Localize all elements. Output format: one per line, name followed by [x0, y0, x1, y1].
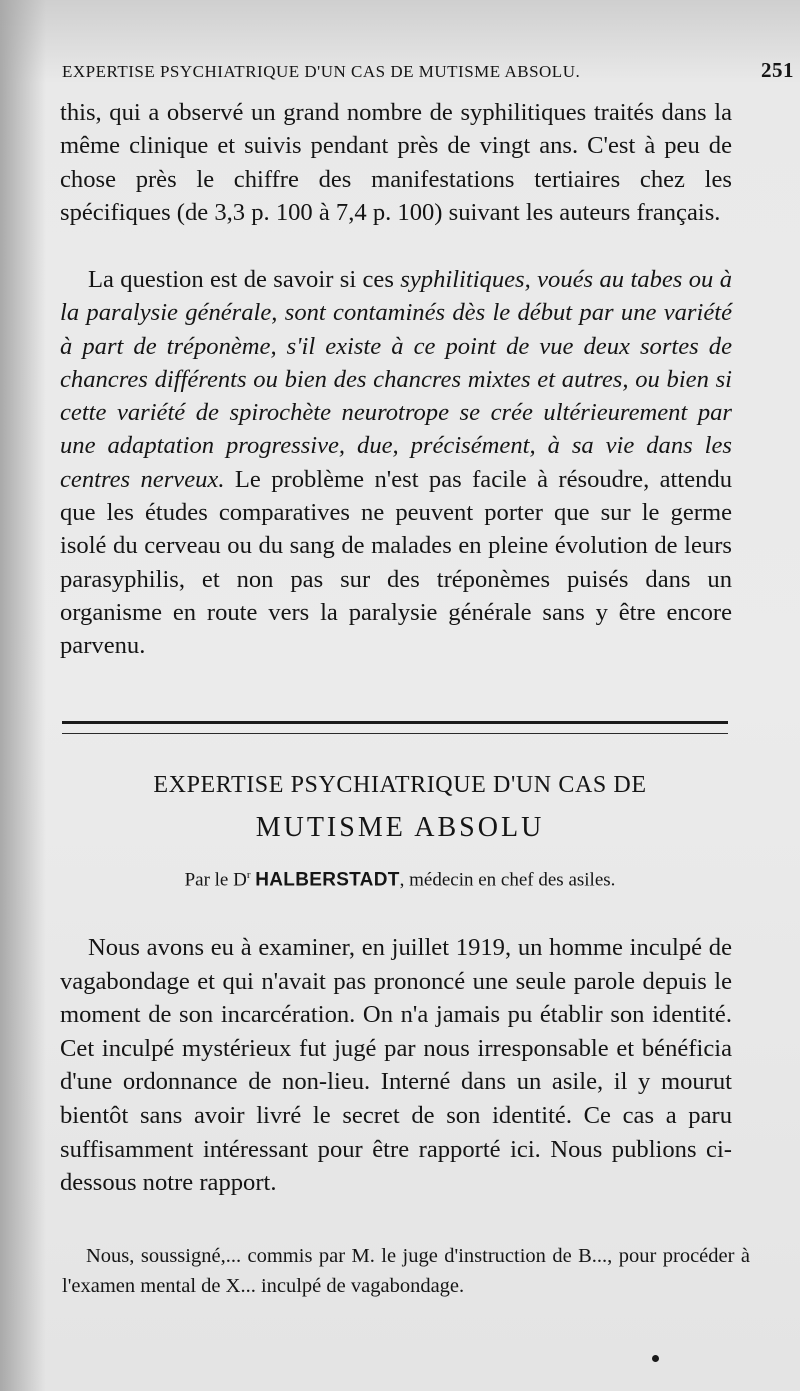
- author-byline: [60, 869, 740, 891]
- section-divider-thin: [62, 733, 728, 734]
- page-number: 251: [761, 58, 794, 82]
- article-title-line-1: EXPERTISE PSYCHIATRIQUE D'UN CAS DE: [153, 772, 647, 798]
- ink-speck: [652, 1355, 659, 1362]
- question-italic-text: syphilitiques, voués au tabes ou à la paralysie générale, sont contaminés dès le début par une variété à part de tréponème, s'il existe à ce point de vue deux sortes de chancres différents ou bien des chancres mixtes et autres, ou bien si cette variété de spirochète neurotrope se crée ultérieurement par une adaptation progressive, due, précisément, à sa vie dans les centres nerveux.: [60, 266, 732, 493]
- running-header: [62, 58, 794, 82]
- question-tail-text: Le problème n'est pas facile à résoudre, attendu que les études comparatives ne peuvent porter que sur le germe isolé du cerveau ou du sang de malades en pleine évolution de leurs parasyphilis, et non pas sur des tréponèmes puisés dans un organisme en route vers la paralysie générale sans y être encore parvenu.: [60, 465, 733, 660]
- article-title: [60, 771, 740, 842]
- running-title: EXPERTISE PSYCHIATRIQUE D'UN CAS DE MUTISME ABSOLU.: [62, 62, 581, 81]
- section-divider-thick: [62, 721, 728, 724]
- question-lead-text: La question est de savoir si ces: [88, 266, 401, 293]
- byline-superscript: r: [246, 869, 251, 881]
- article-title-line-2: MUTISME ABSOLU: [255, 812, 545, 843]
- continued-paragraph: this, qui a observé un grand nombre de syphilitiques traités dans la même clinique et suivis pendant près de vingt ans. C'est à peu de chose près le chiffre des manifestations tertiaires chez les spécifiques (de 3,3 p. 100 à 7,4 p. 100) suivant les auteurs français.: [60, 99, 732, 226]
- question-paragraph: [60, 263, 732, 663]
- byline-prefix: Par le D: [184, 869, 247, 891]
- byline-suffix: , médecin en chef des asiles.: [399, 869, 616, 891]
- intro-paragraph: Nous avons eu à examiner, en juillet 1919, un homme inculpé de vagabondage et qui n'avait pas prononcé une seule parole depuis le moment de son incarcération. On n'a jamais pu établir son identité. Cet inculpé mystérieux fut jugé par nous irresponsable et bénéficia d'une ordonnance de non-lieu. Interné dans un asile, il y mourut bientôt sans avoir livré le secret de son identité. Ce cas a paru suffisamment intéressant pour être rapporté ici. Nous publions ci-dessous notre rapport.: [60, 934, 732, 1197]
- author-name: HALBERSTADT: [255, 869, 400, 891]
- report-paragraph: Nous, soussigné,... commis par M. le juge d'instruction de B..., pour procéder à l'examen mental de X... inculpé de vagabondage.: [62, 1245, 750, 1297]
